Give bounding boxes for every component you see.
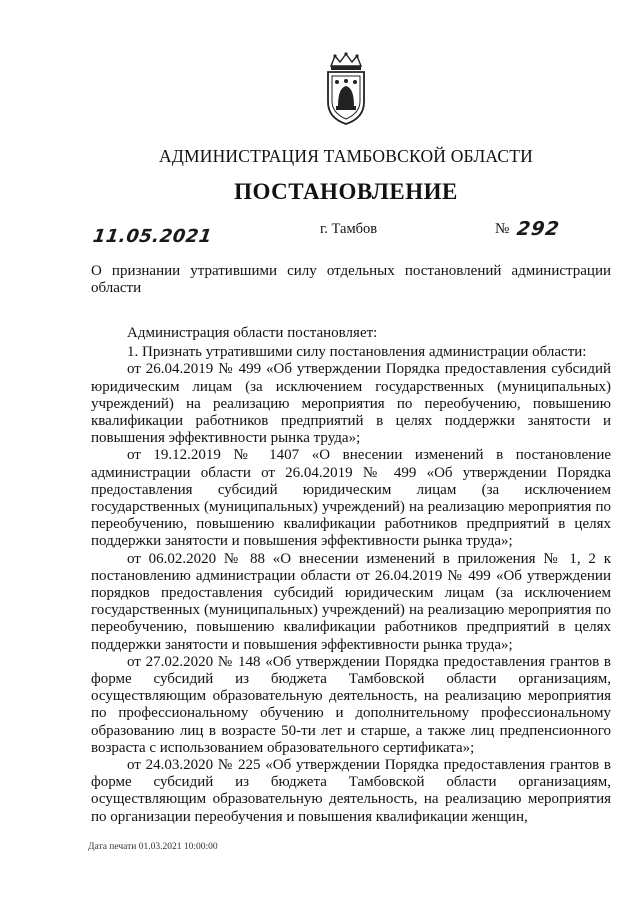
body-paragraph: от 24.03.2020 № 225 «Об утверждении Порядка предоставления грантов в форме субсидий из бюджета Тамбовской области организациям, осуществляющим образовательную деятельность, на реализацию мероприятия по организации переобучения и повышения квалификации женщин, — [91, 757, 611, 825]
document-type-title: ПОСТАНОВЛЕНИЕ — [234, 179, 458, 204]
city-label: г. Тамбов — [320, 221, 378, 237]
body-paragraph: 1. Признать утратившими силу постановления администрации области: — [127, 344, 587, 361]
body-paragraph: от 19.12.2019 № 1407 «О внесении изменений в постановление администрации области от 26.04.2019 № 499 «Об утверждении Порядка предоставления субсидий юридическим лицам (за исключением государственных (муниципальных) учреждений) на реализацию мероприятия по переобучению, повышению квалификации работников предприятий в целях поддержки занятости и повышения эффективности рынка труда»; — [91, 447, 611, 550]
handwritten-date: 11.05.2021 — [91, 226, 214, 247]
print-date-footer: Дата печати 01.03.2021 10:00:00 — [88, 842, 218, 852]
body-intro: Администрация области постановляет: — [127, 325, 378, 341]
body-paragraph: от 27.02.2020 № 148 «Об утверждении Порядка предоставления грантов в форме субсидий из бюджета Тамбовской области организациям, осуществляющим образовательную деятельность, на реализацию мероприятия по профессиональному обучению и дополнительному профессиональному образованию лиц в возрасте 50-ти лет и старше, а также лиц предпенсионного возраста с использованием образовательного сертификата»; — [91, 653, 611, 756]
handwritten-number: 292 — [515, 218, 562, 240]
body-paragraph: от 26.04.2019 № 499 «Об утверждении Порядка предоставления субсидий юридическим лицам (за исключением государственных (муниципальных) учреждений) на реализацию мероприятия по переобучению, повышению квалификации работников предприятий в целях поддержки занятости и повышения эффективности рынка труда»; — [91, 361, 611, 447]
body-paragraph: от 06.02.2020 № 88 «О внесении изменений в приложения № 1, 2 к постановлению администрации области от 26.04.2019 № 499 «Об утверждении порядков предоставления субсидий юридическим лицам (за исключением государственных (муниципальных) учреждений) на реализацию мероприятия по переобучению, повышению квалификации работников предприятий в целях поддержки занятости и повышения эффективности рынка труда»; — [91, 550, 611, 653]
number-label: № — [495, 221, 510, 237]
coat-of-arms-emblem — [323, 52, 369, 126]
document-subject: О признании утратившими силу отдельных постановлений администрации области — [91, 263, 611, 296]
agency-title: АДМИНИСТРАЦИЯ ТАМБОВСКОЙ ОБЛАСТИ — [159, 146, 533, 166]
document-body — [91, 325, 611, 826]
